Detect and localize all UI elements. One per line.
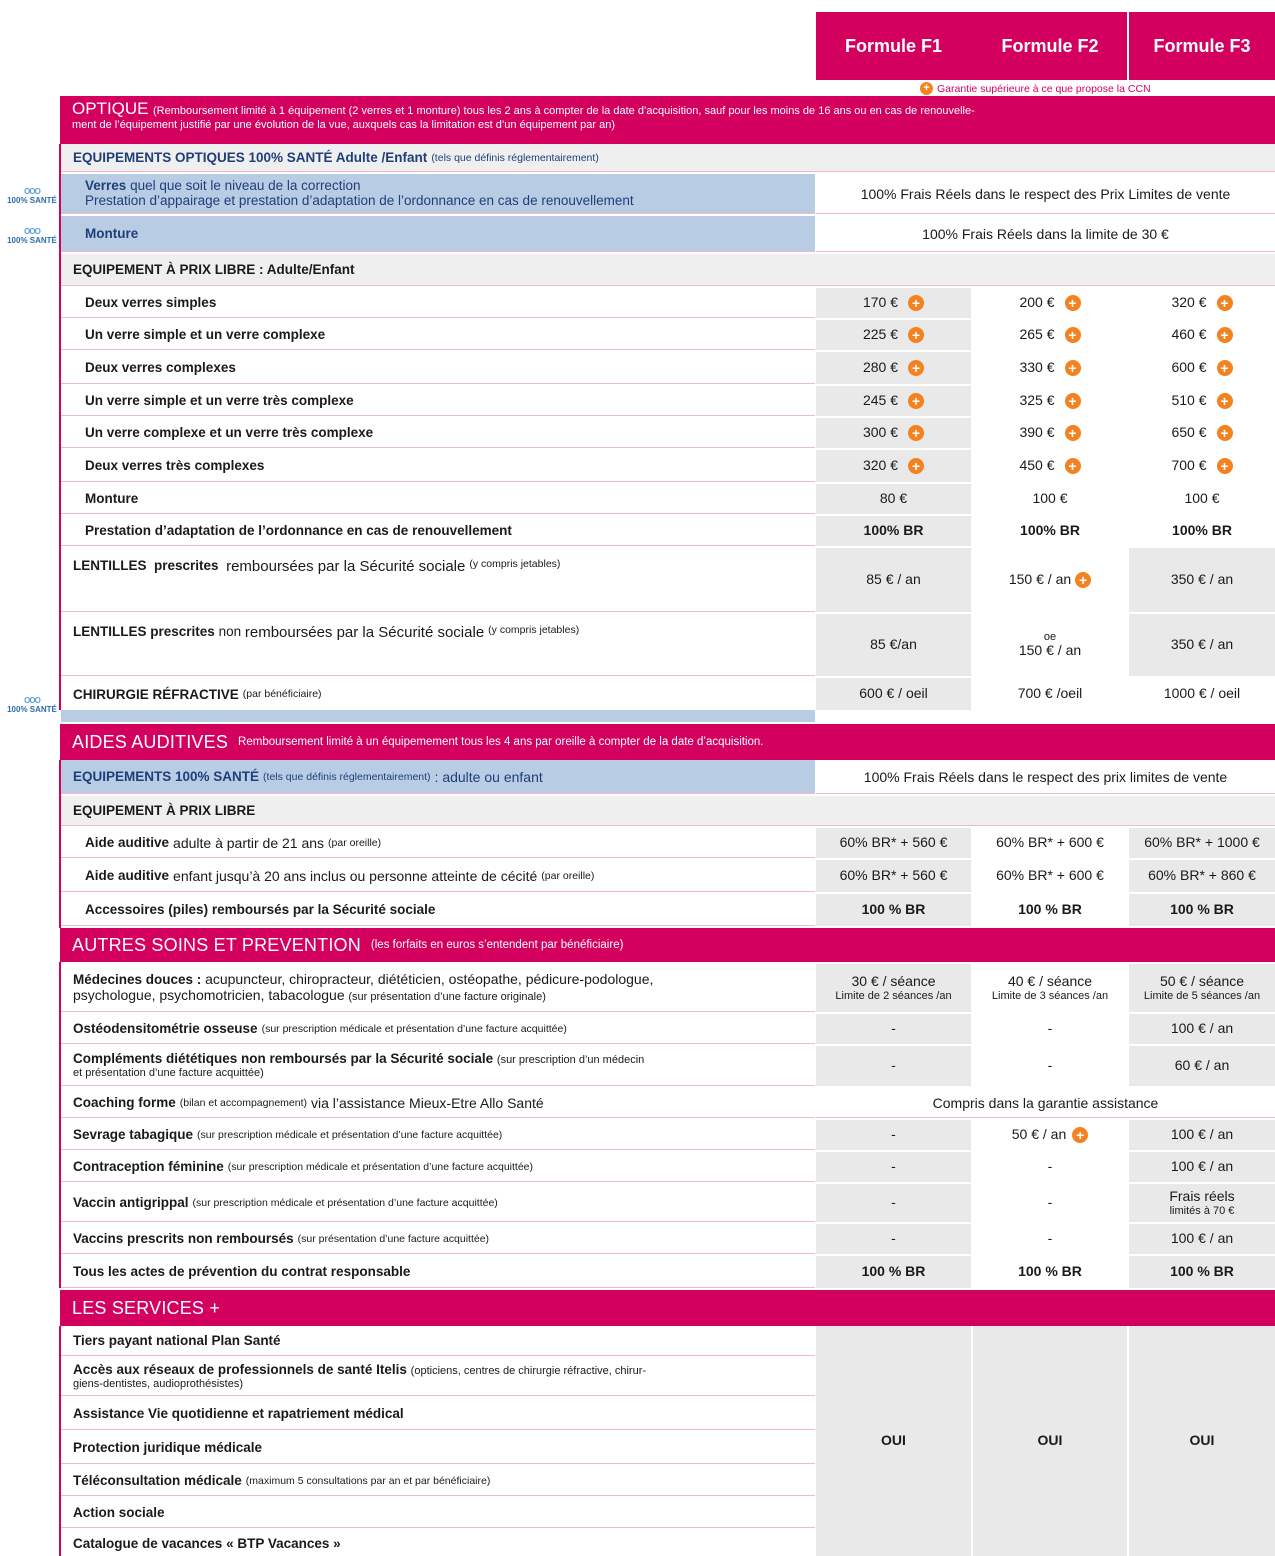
optique-note-2: ment de l’équipement justifié par une évolution de la vue, auxquels cas la limitation est d’un équipement par an) [72, 119, 615, 131]
auditives-100-sante-label: EQUIPEMENTS 100% SANTÉ (tels que définis réglementairement) : adulte ou enfant [61, 760, 815, 794]
plus-icon: + [1217, 458, 1233, 474]
optique-row-f2-value: 450 € [1019, 457, 1055, 474]
plus-icon: + [1065, 360, 1081, 376]
auditive-row-label-text: enfant jusqu’à 20 ans inclus ou personne atteinte de cécité [173, 867, 538, 884]
optique-row-f1 [816, 516, 971, 546]
contraception-label: Contraception féminine (sur prescription médicale et présentation d’une facture acquittée) [61, 1152, 815, 1182]
optique-section-header [60, 96, 1275, 144]
optique-row-f3-value: 700 € [1171, 457, 1207, 474]
auditive-row-label [61, 828, 815, 858]
optique-row-f1 [816, 386, 971, 416]
auditive-row-f2: 100 % BR [973, 894, 1127, 926]
osteo-f3: 100 € / an [1129, 1014, 1275, 1044]
auditive-row-label-bold: Aide auditive [85, 868, 170, 883]
optique-row-f2-value: 100% BR [1020, 522, 1080, 539]
vaccin-f3: Frais réels limités à 70 € [1129, 1184, 1275, 1222]
optique-row-f2-value: 325 € [1019, 392, 1055, 409]
optique-row-f2-value: 100 € [1032, 490, 1068, 507]
plus-icon: + [908, 425, 924, 441]
vaccin-f1: - [816, 1184, 971, 1222]
plus-icon: + [1065, 327, 1081, 343]
prevention-label: Tous les actes de prévention du contrat responsable [61, 1256, 815, 1288]
lentilles-remboursees-f3: 350 € / an [1129, 548, 1275, 612]
plus-icon: + [1217, 360, 1233, 376]
optique-row-label: Deux verres complexes [61, 352, 815, 384]
lentilles-remboursees-f2: 150 € / an + [973, 548, 1127, 612]
100-sante-logo: OOO 100% SANTÉ [7, 227, 57, 245]
100-sante-logo: OOO 100% SANTÉ [7, 696, 57, 714]
optique-verres-label: Verres quel que soit le niveau de la correction Prestation d’appairage et prestation d’adaptation de l’ordonnance en cas de renouvellement [61, 174, 815, 214]
auditives-prix-libre-title: EQUIPEMENT À PRIX LIBRE [61, 796, 1275, 826]
optique-row-f2 [973, 450, 1127, 482]
complements-dietetiques-label: Compléments diététiques non remboursés par la Sécurité sociale (sur prescription d’un médecin et présentation d’une facture acquittée) [61, 1046, 815, 1086]
vaccins-non-rembourses-label: Vaccins prescrits non remboursés (sur présentation d’une facture acquittée) [61, 1224, 815, 1254]
optique-row-f1-value: 280 € [862, 359, 899, 376]
optique-monture-100-label: Monture [61, 216, 815, 252]
optique-row-f2 [973, 352, 1127, 384]
auditive-row-f1: 60% BR* + 560 € [816, 828, 971, 858]
contraception-f2: - [973, 1152, 1127, 1182]
chirurgie-f3: 1000 € / oeil [1129, 678, 1275, 710]
plus-icon: + [1217, 295, 1233, 311]
acces-reseaux-label: Accès aux réseaux de professionnels de santé Itelis (opticiens, centres de chirurgie réfractive, chirur- giens-dentistes, audioprothésistes) [61, 1358, 815, 1396]
tiers-payant-label: Tiers payant national Plan Santé [61, 1326, 815, 1356]
sevrage-f2: 50 € / an + [973, 1120, 1127, 1150]
lentilles-remboursees-label: LENTILLES prescrites remboursées par la Sécurité sociale (y compris jetables) [61, 548, 815, 612]
optique-row-f3 [1129, 352, 1275, 384]
sevrage-tabagique-label: Sevrage tabagique (sur prescription médicale et présentation d’une facture acquittée) [61, 1120, 815, 1150]
optique-row-f2 [973, 386, 1127, 416]
plus-icon: + [1065, 425, 1081, 441]
autres-soins-header: AUTRES SOINS ET PREVENTION (les forfaits en euros s’entendent par bénéficiaire) [60, 928, 1275, 962]
optique-row-f3-value: 460 € [1171, 326, 1207, 343]
plus-icon: + [1217, 425, 1233, 441]
chirurgie-f2: 700 € /oeil [973, 678, 1127, 710]
chirurgie-refractive-label: CHIRURGIE RÉFRACTIVE (par bénéficiaire) [61, 678, 815, 710]
plus-icon: + [908, 295, 924, 311]
auditive-row-f1: 60% BR* + 560 € [816, 860, 971, 892]
teleconsultation-label: Téléconsultation médicale (maximum 5 consultations par an et par bénéficiaire) [61, 1466, 815, 1496]
lentilles-non-remboursees-f1: 85 €/an [816, 614, 971, 676]
optique-row-f2-value: 330 € [1019, 359, 1055, 376]
complements-f1: - [816, 1046, 971, 1086]
services-f2: OUI [973, 1326, 1127, 1556]
plus-icon: + [1217, 327, 1233, 343]
optique-row-f3-value: 510 € [1171, 392, 1207, 409]
optique-prix-libre-title: EQUIPEMENT À PRIX LIBRE : Adulte/Enfant [61, 254, 1275, 286]
auditive-row-label-note: (par oreille) [541, 869, 595, 882]
medecines-f3: 50 € / séance Limite de 5 séances /an [1129, 964, 1275, 1012]
optique-row-f2-value: 390 € [1019, 424, 1055, 441]
optique-verres-value: 100% Frais Réels dans le respect des Prix Limites de vente [816, 174, 1275, 214]
optique-title: OPTIQUE [72, 99, 149, 118]
auditive-row-label-text: adulte à partir de 21 ans [173, 834, 325, 851]
optique-row-f2 [973, 418, 1127, 448]
auditives-100-sante-value: 100% Frais Réels dans le respect des prix limites de vente [816, 760, 1275, 794]
auditive-row-label-note: (par oreille) [328, 836, 382, 849]
auditive-row-f2: 60% BR* + 600 € [973, 828, 1127, 858]
auditive-row-label [61, 894, 815, 926]
plus-icon: + [908, 458, 924, 474]
optique-row-f2 [973, 288, 1127, 318]
optique-note-1: (Remboursement limité à 1 équipement (2 verres et 1 monture) tous les 2 ans à compter de la date d’acquisition, sauf pour les moins de 16 ans ou en cas de renouvelle- [152, 105, 975, 117]
optique-row-f3-value: 100% BR [1172, 522, 1232, 539]
auditive-row-label-bold: Aide auditive [85, 835, 170, 850]
services-header: LES SERVICES + [60, 1290, 1275, 1326]
lentilles-non-remboursees-label: LENTILLES prescrites non remboursées par la Sécurité sociale (y compris jetables) [61, 614, 815, 676]
plus-icon: + [1065, 295, 1081, 311]
aides-auditives-header: AIDES AUDITIVES Remboursement limité à un équipemement tous les 4 ans par oreille à compter de la date d’acquisition. [60, 724, 1275, 760]
plus-icon: + [1065, 458, 1081, 474]
contraception-f3: 100 € / an [1129, 1152, 1275, 1182]
catalogue-vacances-label: Catalogue de vacances « BTP Vacances » [61, 1530, 815, 1556]
contraception-f1: - [816, 1152, 971, 1182]
plus-icon: + [908, 327, 924, 343]
optique-row-f3-value: 600 € [1171, 359, 1207, 376]
auditive-row-f2: 60% BR* + 600 € [973, 860, 1127, 892]
optique-row-f3 [1129, 386, 1275, 416]
lentilles-non-remboursees-f3: 350 € / an [1129, 614, 1275, 676]
auditive-row-f3: 100 % BR [1129, 894, 1275, 926]
optique-row-label: Un verre simple et un verre complexe [61, 320, 815, 350]
optique-row-f1-value: 320 € [862, 457, 899, 474]
optique-row-f3 [1129, 484, 1275, 514]
optique-row-f1-value: 100% BR [863, 522, 924, 539]
complements-f2: - [973, 1046, 1127, 1086]
plus-icon: + [920, 82, 933, 95]
optique-row-f1 [816, 450, 971, 482]
auditive-row-f1: 100 % BR [816, 894, 971, 926]
plus-icon: + [1217, 393, 1233, 409]
vaccins-nr-f1: - [816, 1224, 971, 1254]
legend [920, 81, 1260, 96]
complements-f3: 60 € / an [1129, 1046, 1275, 1086]
sevrage-f1: - [816, 1120, 971, 1150]
prevention-f1: 100 % BR [816, 1256, 971, 1288]
prevention-f2: 100 % BR [973, 1256, 1127, 1288]
optique-monture-100-value: 100% Frais Réels dans la limite de 30 € [816, 216, 1275, 252]
optique-row-f1-value: 170 € [862, 294, 899, 311]
optique-row-f1 [816, 288, 971, 318]
optique-row-label: Deux verres simples [61, 288, 815, 318]
optique-row-label: Un verre simple et un verre très complexe [61, 386, 815, 416]
optique-row-f1 [816, 352, 971, 384]
coaching-value: Compris dans la garantie assistance [816, 1088, 1275, 1118]
plus-icon: + [1072, 1127, 1088, 1143]
lentilles-non-remboursees-f2: oe 150 € / an [973, 614, 1127, 676]
optique-row-f3 [1129, 418, 1275, 448]
vaccin-f2: - [973, 1184, 1127, 1222]
header-formule-f2: Formule F2 [973, 12, 1127, 80]
optique-row-f3 [1129, 516, 1275, 546]
optique-row-f2 [973, 516, 1127, 546]
protection-juridique-label: Protection juridique médicale [61, 1432, 815, 1464]
optique-row-f3-value: 320 € [1171, 294, 1207, 311]
medecines-douces-label: Médecines douces : acupuncteur, chiropracteur, diététicien, ostéopathe, pédicure-podologue, psychologue, psychomotricien, tabacologue (sur présentation d’une facture originale) [61, 964, 815, 1012]
optique-100-sante-title: EQUIPEMENTS OPTIQUES 100% SANTÉ Adulte /Enfant (tels que définis réglementairement) [61, 144, 1275, 172]
prevention-f3: 100 % BR [1129, 1256, 1275, 1288]
optique-row-label: Deux verres très complexes [61, 450, 815, 482]
medecines-f2: 40 € / séance Limite de 3 séances /an [973, 964, 1127, 1012]
osteodensitometrie-label: Ostéodensitométrie osseuse (sur prescription médicale et présentation d’une facture acquittée) [61, 1014, 815, 1044]
optique-row-f1 [816, 484, 971, 514]
optique-row-f1 [816, 418, 971, 448]
services-f1: OUI [816, 1326, 971, 1556]
optique-row-label: Monture [61, 484, 815, 514]
optique-row-f3 [1129, 288, 1275, 318]
optique-row-f1-value: 225 € [862, 326, 899, 343]
optique-row-f1-value: 300 € [862, 424, 899, 441]
optique-row-f2-value: 265 € [1019, 326, 1055, 343]
sevrage-f3: 100 € / an [1129, 1120, 1275, 1150]
optique-row-f1 [816, 320, 971, 350]
auditive-row-label [61, 860, 815, 892]
plus-icon: + [908, 393, 924, 409]
medecines-f1: 30 € / séance Limite de 2 séances /an [816, 964, 971, 1012]
optique-row-f2-value: 200 € [1019, 294, 1055, 311]
optique-row-f3-value: 100 € [1184, 490, 1220, 507]
lentilles-remboursees-f1: 85 € / an [816, 548, 971, 612]
optique-row-f3-value: 650 € [1171, 424, 1207, 441]
optique-row-f2 [973, 320, 1127, 350]
auditive-row-label-bold: Accessoires (piles) remboursés par la Sécurité sociale [85, 902, 436, 917]
auditive-row-f3: 60% BR* + 860 € [1129, 860, 1275, 892]
plus-icon: + [1065, 393, 1081, 409]
divider-blue [61, 710, 815, 722]
vaccins-nr-f2: - [973, 1224, 1127, 1254]
plus-icon: + [908, 360, 924, 376]
auditive-row-f3: 60% BR* + 1000 € [1129, 828, 1275, 858]
optique-row-f1-value: 245 € [862, 392, 899, 409]
osteo-f2: - [973, 1014, 1127, 1044]
optique-row-label: Prestation d’adaptation de l’ordonnance en cas de renouvellement [61, 516, 815, 546]
chirurgie-f1: 600 € / oeil [816, 678, 971, 710]
vaccins-nr-f3: 100 € / an [1129, 1224, 1275, 1254]
header-formule-f3: Formule F3 [1129, 12, 1275, 80]
action-sociale-label: Action sociale [61, 1498, 815, 1528]
optique-row-f1-value: 80 € [879, 490, 908, 507]
coaching-forme-label: Coaching forme (bilan et accompagnement) via l’assistance Mieux-Etre Allo Santé [61, 1088, 815, 1118]
services-f3: OUI [1129, 1326, 1275, 1556]
optique-row-f3 [1129, 320, 1275, 350]
assistance-label: Assistance Vie quotidienne et rapatriement médical [61, 1398, 815, 1430]
header-formule-f1: Formule F1 [816, 12, 971, 80]
optique-row-f2 [973, 484, 1127, 514]
optique-row-label: Un verre complexe et un verre très complexe [61, 418, 815, 448]
plus-icon: + [1075, 572, 1091, 588]
legend-text: Garantie supérieure à ce que propose la CCN [937, 82, 1151, 95]
osteo-f1: - [816, 1014, 971, 1044]
vaccin-antigrippal-label: Vaccin antigrippal (sur prescription médicale et présentation d’une facture acquittée) [61, 1184, 815, 1222]
optique-row-f3 [1129, 450, 1275, 482]
100-sante-logo: OOO 100% SANTÉ [7, 187, 57, 205]
